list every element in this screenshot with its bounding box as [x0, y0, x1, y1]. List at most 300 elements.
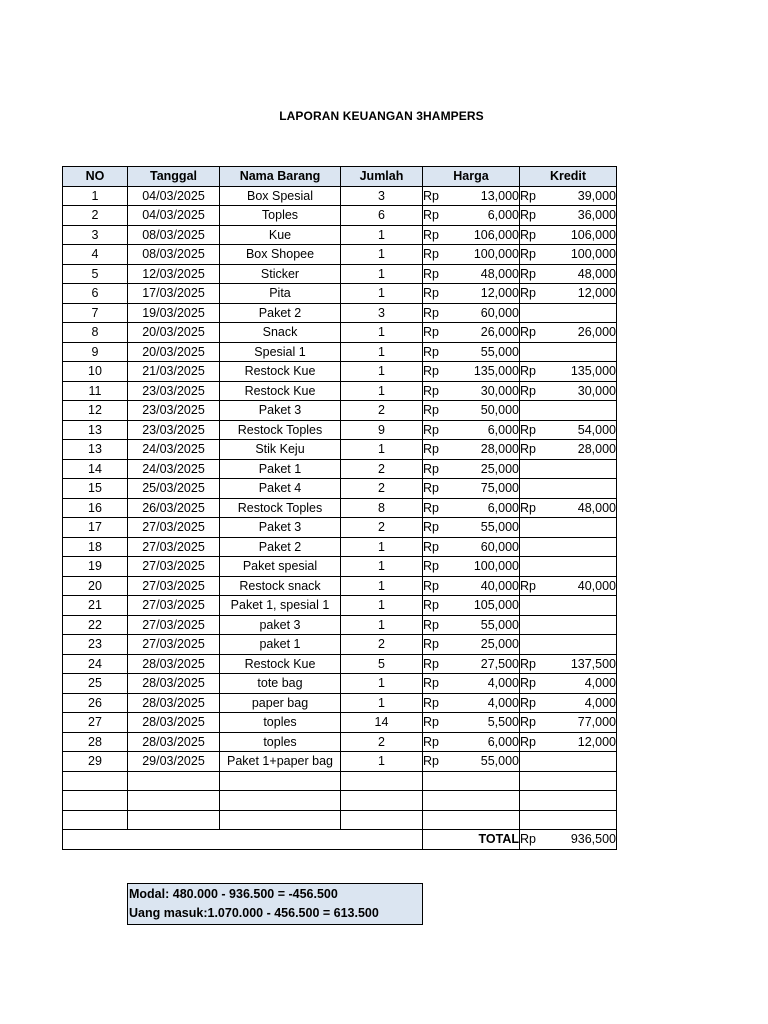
cell-no: 9 [63, 342, 128, 362]
cell-no: 12 [63, 401, 128, 421]
cell-no: 14 [63, 459, 128, 479]
cell-harga: 4,000 [451, 693, 520, 713]
table-row [63, 732, 617, 752]
cell-harga-currency: Rp [423, 186, 451, 206]
cell-no: 4 [63, 245, 128, 265]
cell-harga-currency: Rp [423, 245, 451, 265]
cell-harga: 25,000 [451, 459, 520, 479]
cell-tanggal: 17/03/2025 [128, 284, 220, 304]
cell-kredit: 135,000 [548, 362, 617, 382]
cell-tanggal: 28/03/2025 [128, 713, 220, 733]
cell-kredit-currency [520, 596, 548, 616]
cell-harga: 40,000 [451, 576, 520, 596]
table-row [63, 420, 617, 440]
cell-nama-barang: Stik Keju [220, 440, 341, 460]
cell-tanggal: 23/03/2025 [128, 420, 220, 440]
cell-no: 20 [63, 576, 128, 596]
cell-jumlah: 3 [341, 303, 423, 323]
cell-jumlah: 2 [341, 635, 423, 655]
cell-nama-barang: Box Spesial [220, 186, 341, 206]
cell-harga-currency: Rp [423, 498, 451, 518]
cell-kredit: 12,000 [548, 732, 617, 752]
empty-row [63, 791, 617, 811]
cell-harga: 105,000 [451, 596, 520, 616]
cell-kredit-currency: Rp [520, 440, 548, 460]
total-blank [63, 830, 423, 850]
table-row [63, 186, 617, 206]
cell-harga-currency: Rp [423, 576, 451, 596]
cell-harga: 6,000 [451, 420, 520, 440]
cell-harga: 55,000 [451, 342, 520, 362]
table-row [63, 284, 617, 304]
table-row [63, 401, 617, 421]
cell-jumlah: 2 [341, 518, 423, 538]
table-row [63, 596, 617, 616]
cell-tanggal: 12/03/2025 [128, 264, 220, 284]
cell-kredit: 26,000 [548, 323, 617, 343]
cell-harga-currency: Rp [423, 303, 451, 323]
cell-kredit-currency: Rp [520, 245, 548, 265]
cell-kredit-currency [520, 557, 548, 577]
cell-kredit [548, 518, 617, 538]
cell-kredit-currency [520, 479, 548, 499]
cell-kredit: 4,000 [548, 693, 617, 713]
empty-row [63, 810, 617, 830]
cell-kredit-currency [520, 303, 548, 323]
cell-kredit: 77,000 [548, 713, 617, 733]
cell-jumlah: 1 [341, 693, 423, 713]
total-value: 936,500 [548, 830, 617, 850]
cell-no: 17 [63, 518, 128, 538]
table-row [63, 537, 617, 557]
cell-jumlah: 1 [341, 323, 423, 343]
cell-kredit: 100,000 [548, 245, 617, 265]
cell-kredit: 106,000 [548, 225, 617, 245]
table-row [63, 342, 617, 362]
cell-jumlah: 1 [341, 752, 423, 772]
cell-no: 26 [63, 693, 128, 713]
table-row [63, 615, 617, 635]
cell-no: 18 [63, 537, 128, 557]
cell-harga-currency: Rp [423, 693, 451, 713]
table-row [63, 323, 617, 343]
cell-no: 1 [63, 186, 128, 206]
cell-kredit-currency: Rp [520, 186, 548, 206]
cell-nama-barang: Kue [220, 225, 341, 245]
cell-kredit-currency: Rp [520, 264, 548, 284]
cell-kredit [548, 596, 617, 616]
cell-harga-currency: Rp [423, 479, 451, 499]
table-row [63, 479, 617, 499]
cell-nama-barang: paket 3 [220, 615, 341, 635]
cell-jumlah: 1 [341, 381, 423, 401]
cell-jumlah: 5 [341, 654, 423, 674]
cell-harga: 135,000 [451, 362, 520, 382]
cell-kredit-currency [520, 401, 548, 421]
cell-nama-barang: Paket 1+paper bag [220, 752, 341, 772]
table-row [63, 245, 617, 265]
cell-kredit: 48,000 [548, 498, 617, 518]
cell-harga-currency: Rp [423, 596, 451, 616]
cell-harga: 55,000 [451, 752, 520, 772]
empty-cell [520, 810, 548, 830]
cell-nama-barang: Paket spesial [220, 557, 341, 577]
cell-harga: 100,000 [451, 557, 520, 577]
cell-no: 15 [63, 479, 128, 499]
table-row [63, 303, 617, 323]
cell-kredit [548, 342, 617, 362]
cell-kredit-currency: Rp [520, 498, 548, 518]
cell-jumlah: 6 [341, 206, 423, 226]
table-row [63, 752, 617, 772]
cell-kredit [548, 615, 617, 635]
empty-cell [451, 771, 520, 791]
cell-nama-barang: Restock snack [220, 576, 341, 596]
cell-harga: 13,000 [451, 186, 520, 206]
empty-cell [423, 791, 451, 811]
header-tanggal: Tanggal [128, 167, 220, 187]
cell-nama-barang: Sticker [220, 264, 341, 284]
cell-nama-barang: Box Shopee [220, 245, 341, 265]
empty-cell [128, 810, 220, 830]
empty-cell [451, 810, 520, 830]
cell-tanggal: 27/03/2025 [128, 615, 220, 635]
cell-harga: 60,000 [451, 537, 520, 557]
cell-kredit: 39,000 [548, 186, 617, 206]
cell-jumlah: 3 [341, 186, 423, 206]
cell-harga-currency: Rp [423, 264, 451, 284]
cell-kredit: 36,000 [548, 206, 617, 226]
cell-harga-currency: Rp [423, 323, 451, 343]
cell-tanggal: 08/03/2025 [128, 245, 220, 265]
cell-no: 7 [63, 303, 128, 323]
cell-harga: 75,000 [451, 479, 520, 499]
cell-harga: 28,000 [451, 440, 520, 460]
table-row [63, 440, 617, 460]
cell-harga-currency: Rp [423, 420, 451, 440]
cell-kredit [548, 479, 617, 499]
empty-cell [128, 791, 220, 811]
cell-kredit: 12,000 [548, 284, 617, 304]
cell-harga-currency: Rp [423, 635, 451, 655]
cell-tanggal: 27/03/2025 [128, 635, 220, 655]
cell-kredit [548, 459, 617, 479]
cell-harga: 55,000 [451, 615, 520, 635]
cell-kredit: 48,000 [548, 264, 617, 284]
table-row [63, 381, 617, 401]
cell-kredit [548, 557, 617, 577]
finance-table [62, 166, 617, 850]
cell-kredit [548, 635, 617, 655]
table-row [63, 362, 617, 382]
cell-kredit-currency: Rp [520, 284, 548, 304]
modal-note: Modal: 480.000 - 936.500 = -456.500 [129, 887, 338, 901]
cell-harga: 6,000 [451, 498, 520, 518]
cell-kredit-currency: Rp [520, 713, 548, 733]
cell-harga: 50,000 [451, 401, 520, 421]
empty-row [63, 771, 617, 791]
cell-jumlah: 1 [341, 342, 423, 362]
cell-kredit-currency: Rp [520, 576, 548, 596]
table-row [63, 225, 617, 245]
cell-no: 21 [63, 596, 128, 616]
cell-kredit-currency: Rp [520, 693, 548, 713]
cell-kredit-currency [520, 518, 548, 538]
cell-jumlah: 1 [341, 264, 423, 284]
cell-nama-barang: Paket 2 [220, 537, 341, 557]
cell-tanggal: 27/03/2025 [128, 557, 220, 577]
cell-harga-currency: Rp [423, 342, 451, 362]
cell-kredit: 40,000 [548, 576, 617, 596]
cell-jumlah: 1 [341, 576, 423, 596]
cell-nama-barang: Snack [220, 323, 341, 343]
cell-kredit-currency: Rp [520, 420, 548, 440]
cell-harga-currency: Rp [423, 713, 451, 733]
cell-no: 22 [63, 615, 128, 635]
cell-harga: 12,000 [451, 284, 520, 304]
cell-nama-barang: toples [220, 713, 341, 733]
cell-harga-currency: Rp [423, 362, 451, 382]
table-row [63, 557, 617, 577]
cell-harga: 25,000 [451, 635, 520, 655]
cell-nama-barang: Restock Kue [220, 381, 341, 401]
cell-nama-barang: Paket 4 [220, 479, 341, 499]
cell-nama-barang: Restock Toples [220, 498, 341, 518]
cell-kredit-currency [520, 537, 548, 557]
cell-jumlah: 1 [341, 615, 423, 635]
cell-tanggal: 28/03/2025 [128, 654, 220, 674]
cell-kredit-currency: Rp [520, 206, 548, 226]
cell-jumlah: 2 [341, 401, 423, 421]
cell-harga-currency: Rp [423, 557, 451, 577]
cell-harga-currency: Rp [423, 518, 451, 538]
cell-nama-barang: Paket 3 [220, 401, 341, 421]
cell-jumlah: 1 [341, 245, 423, 265]
cell-jumlah: 8 [341, 498, 423, 518]
cell-no: 16 [63, 498, 128, 518]
cell-no: 13 [63, 420, 128, 440]
total-label: TOTAL [423, 830, 520, 850]
cell-harga-currency: Rp [423, 732, 451, 752]
header-jumlah: Jumlah [341, 167, 423, 187]
cell-harga-currency: Rp [423, 284, 451, 304]
cell-tanggal: 04/03/2025 [128, 186, 220, 206]
total-row [63, 830, 617, 850]
cell-kredit-currency [520, 752, 548, 772]
empty-cell [520, 771, 548, 791]
cell-no: 11 [63, 381, 128, 401]
cell-jumlah: 1 [341, 537, 423, 557]
cell-jumlah: 1 [341, 440, 423, 460]
cell-harga-currency: Rp [423, 674, 451, 694]
empty-cell [548, 771, 617, 791]
cell-kredit-currency: Rp [520, 362, 548, 382]
cell-kredit-currency [520, 635, 548, 655]
cell-tanggal: 23/03/2025 [128, 401, 220, 421]
cell-no: 2 [63, 206, 128, 226]
cell-no: 23 [63, 635, 128, 655]
cell-harga: 6,000 [451, 206, 520, 226]
empty-cell [341, 791, 423, 811]
empty-cell [548, 791, 617, 811]
cell-jumlah: 2 [341, 459, 423, 479]
cell-nama-barang: paket 1 [220, 635, 341, 655]
cell-no: 6 [63, 284, 128, 304]
cell-nama-barang: Paket 1, spesial 1 [220, 596, 341, 616]
cell-nama-barang: Toples [220, 206, 341, 226]
uang-masuk-note: Uang masuk:1.070.000 - 456.500 = 613.500 [129, 906, 379, 920]
header-no: NO [63, 167, 128, 187]
empty-cell [548, 810, 617, 830]
cell-tanggal: 28/03/2025 [128, 732, 220, 752]
cell-nama-barang: Paket 1 [220, 459, 341, 479]
cell-harga-currency: Rp [423, 459, 451, 479]
cell-no: 8 [63, 323, 128, 343]
cell-nama-barang: Restock Kue [220, 654, 341, 674]
cell-tanggal: 24/03/2025 [128, 459, 220, 479]
table-row [63, 498, 617, 518]
cell-harga: 26,000 [451, 323, 520, 343]
cell-harga-currency: Rp [423, 537, 451, 557]
empty-cell [63, 810, 128, 830]
cell-harga: 30,000 [451, 381, 520, 401]
cell-tanggal: 27/03/2025 [128, 518, 220, 538]
empty-cell [520, 791, 548, 811]
empty-cell [128, 771, 220, 791]
cell-harga: 100,000 [451, 245, 520, 265]
cell-tanggal: 26/03/2025 [128, 498, 220, 518]
cell-kredit-currency: Rp [520, 674, 548, 694]
cell-tanggal: 19/03/2025 [128, 303, 220, 323]
cell-harga-currency: Rp [423, 752, 451, 772]
cell-jumlah: 1 [341, 284, 423, 304]
table-row [63, 518, 617, 538]
cell-kredit [548, 537, 617, 557]
empty-cell [220, 791, 341, 811]
cell-harga-currency: Rp [423, 206, 451, 226]
cell-tanggal: 04/03/2025 [128, 206, 220, 226]
cell-tanggal: 20/03/2025 [128, 342, 220, 362]
empty-cell [341, 810, 423, 830]
cell-kredit-currency [520, 615, 548, 635]
report-title: LAPORAN KEUANGAN 3HAMPERS [279, 109, 484, 123]
cell-harga-currency: Rp [423, 615, 451, 635]
summary-notes [127, 883, 423, 925]
header-harga: Harga [423, 167, 520, 187]
cell-kredit-currency [520, 342, 548, 362]
cell-nama-barang: Restock Toples [220, 420, 341, 440]
cell-tanggal: 20/03/2025 [128, 323, 220, 343]
empty-cell [220, 810, 341, 830]
empty-cell [451, 791, 520, 811]
cell-tanggal: 25/03/2025 [128, 479, 220, 499]
header-kredit: Kredit [520, 167, 617, 187]
empty-cell [423, 810, 451, 830]
cell-jumlah: 1 [341, 557, 423, 577]
cell-harga-currency: Rp [423, 401, 451, 421]
cell-nama-barang: tote bag [220, 674, 341, 694]
cell-jumlah: 9 [341, 420, 423, 440]
cell-kredit [548, 303, 617, 323]
cell-nama-barang: Pita [220, 284, 341, 304]
cell-no: 24 [63, 654, 128, 674]
cell-tanggal: 27/03/2025 [128, 576, 220, 596]
cell-no: 28 [63, 732, 128, 752]
cell-kredit: 4,000 [548, 674, 617, 694]
cell-no: 19 [63, 557, 128, 577]
empty-cell [63, 771, 128, 791]
table-row [63, 264, 617, 284]
cell-jumlah: 1 [341, 225, 423, 245]
cell-harga: 60,000 [451, 303, 520, 323]
cell-kredit-currency: Rp [520, 732, 548, 752]
cell-jumlah: 2 [341, 732, 423, 752]
cell-kredit: 28,000 [548, 440, 617, 460]
cell-jumlah: 14 [341, 713, 423, 733]
cell-tanggal: 08/03/2025 [128, 225, 220, 245]
empty-cell [423, 771, 451, 791]
cell-harga: 4,000 [451, 674, 520, 694]
cell-kredit [548, 401, 617, 421]
cell-kredit: 137,500 [548, 654, 617, 674]
cell-harga: 48,000 [451, 264, 520, 284]
table-row [63, 635, 617, 655]
cell-tanggal: 27/03/2025 [128, 537, 220, 557]
cell-jumlah: 1 [341, 674, 423, 694]
cell-nama-barang: Spesial 1 [220, 342, 341, 362]
cell-no: 5 [63, 264, 128, 284]
cell-kredit: 54,000 [548, 420, 617, 440]
table-row [63, 576, 617, 596]
cell-harga-currency: Rp [423, 225, 451, 245]
cell-harga: 6,000 [451, 732, 520, 752]
header-nama-barang: Nama Barang [220, 167, 341, 187]
cell-harga: 106,000 [451, 225, 520, 245]
cell-tanggal: 21/03/2025 [128, 362, 220, 382]
cell-nama-barang: Restock Kue [220, 362, 341, 382]
table-row [63, 713, 617, 733]
cell-kredit-currency [520, 459, 548, 479]
empty-cell [63, 791, 128, 811]
cell-no: 13 [63, 440, 128, 460]
cell-tanggal: 28/03/2025 [128, 693, 220, 713]
cell-kredit: 30,000 [548, 381, 617, 401]
empty-cell [341, 771, 423, 791]
cell-tanggal: 28/03/2025 [128, 674, 220, 694]
empty-cell [220, 771, 341, 791]
total-currency: Rp [520, 830, 548, 850]
cell-nama-barang: paper bag [220, 693, 341, 713]
table-row [63, 693, 617, 713]
table-row [63, 206, 617, 226]
cell-harga-currency: Rp [423, 654, 451, 674]
cell-no: 27 [63, 713, 128, 733]
header-row [63, 167, 617, 187]
cell-kredit [548, 752, 617, 772]
table-row [63, 459, 617, 479]
cell-kredit-currency: Rp [520, 654, 548, 674]
cell-tanggal: 29/03/2025 [128, 752, 220, 772]
cell-nama-barang: toples [220, 732, 341, 752]
cell-harga: 55,000 [451, 518, 520, 538]
cell-jumlah: 2 [341, 479, 423, 499]
cell-kredit-currency: Rp [520, 381, 548, 401]
cell-jumlah: 1 [341, 596, 423, 616]
cell-harga: 27,500 [451, 654, 520, 674]
cell-no: 3 [63, 225, 128, 245]
cell-tanggal: 23/03/2025 [128, 381, 220, 401]
cell-kredit-currency: Rp [520, 323, 548, 343]
